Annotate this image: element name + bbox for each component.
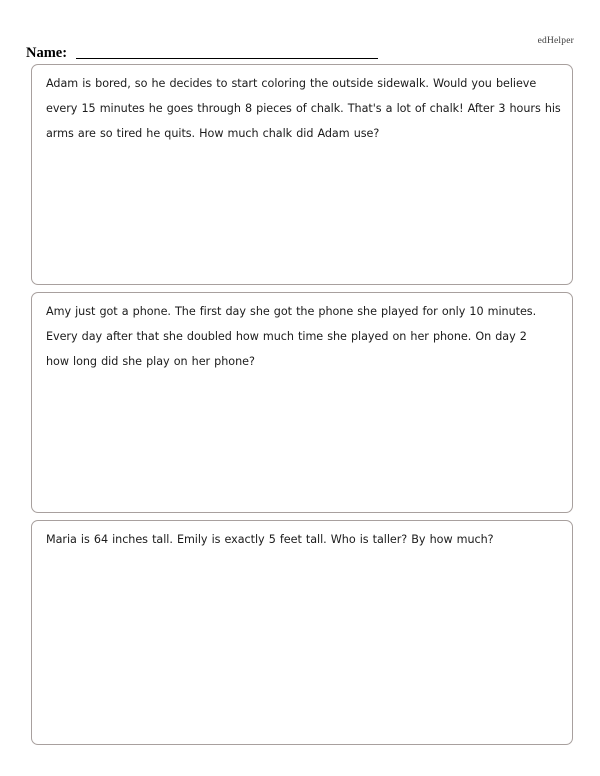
problem-2-line-1: Amy just got a phone. The first day she got the phone she played for only 10 minutes. bbox=[46, 305, 537, 318]
edhelper-logo: edHelper bbox=[537, 36, 574, 46]
name-input-line[interactable] bbox=[76, 58, 378, 59]
problem-box-2[interactable] bbox=[31, 292, 573, 513]
problem-1-line-2: every 15 minutes he goes through 8 pieces of chalk. That's a lot of chalk! After 3 hours his bbox=[46, 102, 561, 115]
problem-box-1[interactable] bbox=[31, 64, 573, 285]
name-label: Name: bbox=[26, 45, 68, 61]
problem-2-line-3: how long did she play on her phone? bbox=[46, 355, 255, 368]
name-field-row bbox=[26, 46, 378, 61]
problem-1-line-1: Adam is bored, so he decides to start coloring the outside sidewalk. Would you believe bbox=[46, 77, 537, 90]
problem-1-line-3: arms are so tired he quits. How much chalk did Adam use? bbox=[46, 127, 380, 140]
problem-1-text bbox=[46, 71, 562, 146]
problem-2-line-2: Every day after that she doubled how much time she played on her phone. On day 2 bbox=[46, 330, 527, 343]
problem-3-text bbox=[46, 527, 562, 552]
problem-box-3[interactable] bbox=[31, 520, 573, 745]
problem-2-text bbox=[46, 299, 562, 374]
problem-3-line-1: Maria is 64 inches tall. Emily is exactly 5 feet tall. Who is taller? By how much? bbox=[46, 533, 494, 546]
